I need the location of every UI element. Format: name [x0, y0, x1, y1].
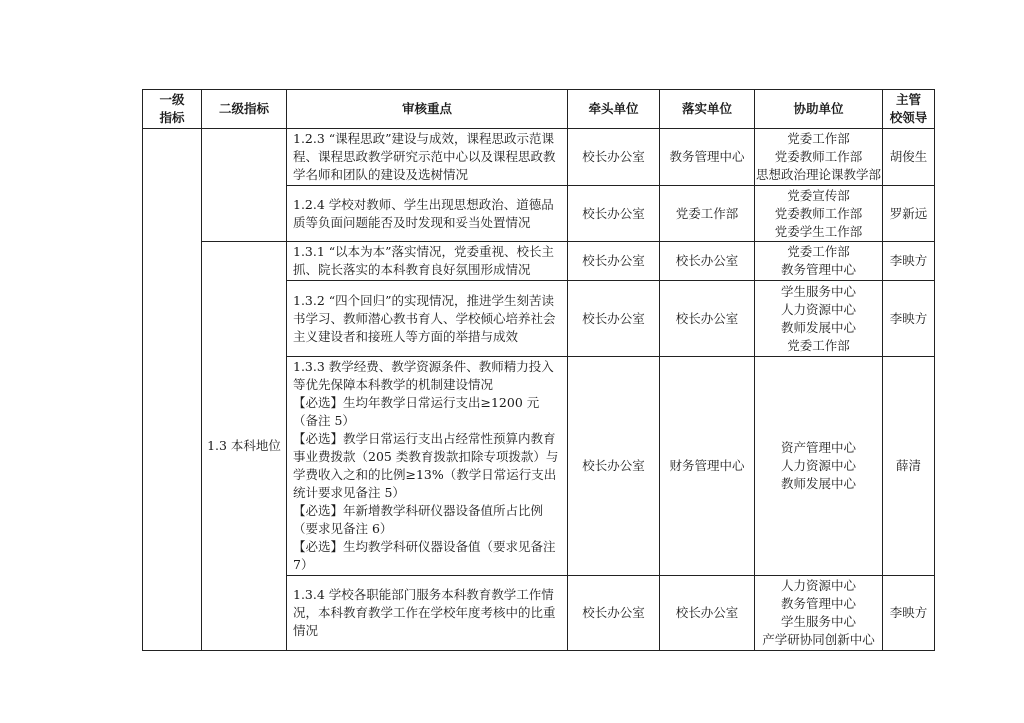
focus-cell: 1.3.1 “以本为本”落实情况，党委重视、校长主抓、院长落实的本科教育良好氛围形成情况 — [287, 242, 568, 281]
table-row — [143, 242, 935, 281]
focus-cell: 1.3.3 教学经费、教学资源条件、教师精力投入等优先保障本科教学的机制建设情况 【必选】生均年教学日常运行支出≥1200 元（备注 5） 【必选】教学日常运行支出占经常性预算内教育事业费拨款（205 类教育拨款扣除专项拨款）与学费收入之和的比例≥13%（教学日常运行支出统计要求见备注 5） 【必选】年新增教学科研仪器设备值所占比例（要求见备注 6） 【必选】生均教学科研仪器设备值（要求见备注 7） — [287, 357, 568, 576]
impl-cell: 校长办公室 — [660, 576, 755, 651]
impl-cell: 财务管理中心 — [660, 357, 755, 576]
impl-cell: 教务管理中心 — [660, 129, 755, 186]
lead-cell: 校长办公室 — [568, 281, 660, 357]
assist-cell: 资产管理中心 人力资源中心 教师发展中心 — [755, 357, 883, 576]
header-row — [143, 90, 935, 129]
lead-cell: 校长办公室 — [568, 357, 660, 576]
leader-cell: 胡俊生 — [883, 129, 935, 186]
leader-cell: 薛清 — [883, 357, 935, 576]
focus-cell: 1.3.2 “四个回归”的实现情况，推进学生刻苦读书学习、教师潜心教书育人、学校倾心培养社会主义建设者和接班人等方面的举措与成效 — [287, 281, 568, 357]
leader-cell: 罗新远 — [883, 186, 935, 242]
lead-cell: 校长办公室 — [568, 186, 660, 242]
assist-cell: 党委宣传部 党委教师工作部 党委学生工作部 — [755, 186, 883, 242]
focus-cell: 1.2.3 “课程思政”建设与成效，课程思政示范课程、课程思政教学研究示范中心以及课程思政教学名师和团队的建设及选树情况 — [287, 129, 568, 186]
assist-cell: 党委工作部 教务管理中心 — [755, 242, 883, 281]
audit-table — [142, 89, 935, 651]
header-level2: 二级指标 — [202, 90, 287, 129]
lead-cell: 校长办公室 — [568, 242, 660, 281]
impl-cell: 校长办公室 — [660, 242, 755, 281]
header-assist: 协助单位 — [755, 90, 883, 129]
lead-cell: 校长办公室 — [568, 576, 660, 651]
header-level1: 一级 指标 — [143, 90, 202, 129]
assist-cell: 党委工作部 党委教师工作部 思想政治理论课教学部 — [755, 129, 883, 186]
impl-cell: 校长办公室 — [660, 281, 755, 357]
focus-cell: 1.2.4 学校对教师、学生出现思想政治、道德品质等负面问题能否及时发现和妥当处置情况 — [287, 186, 568, 242]
focus-cell: 1.3.4 学校各职能部门服务本科教育教学工作情况，本科教育教学工作在学校年度考核中的比重情况 — [287, 576, 568, 651]
level1-cell — [143, 129, 202, 651]
lead-cell: 校长办公室 — [568, 129, 660, 186]
header-leader: 主管 校领导 — [883, 90, 935, 129]
header-focus: 审核重点 — [287, 90, 568, 129]
leader-cell: 李映方 — [883, 242, 935, 281]
assist-cell: 人力资源中心 教务管理中心 学生服务中心 产学研协同创新中心 — [755, 576, 883, 651]
impl-cell: 党委工作部 — [660, 186, 755, 242]
table-row — [143, 129, 935, 186]
header-lead: 牵头单位 — [568, 90, 660, 129]
leader-cell: 李映方 — [883, 576, 935, 651]
leader-cell: 李映方 — [883, 281, 935, 357]
header-impl: 落实单位 — [660, 90, 755, 129]
level2-cell: 1.3 本科地位 — [202, 242, 287, 651]
assist-cell: 学生服务中心 人力资源中心 教师发展中心 党委工作部 — [755, 281, 883, 357]
level2-cell — [202, 129, 287, 242]
